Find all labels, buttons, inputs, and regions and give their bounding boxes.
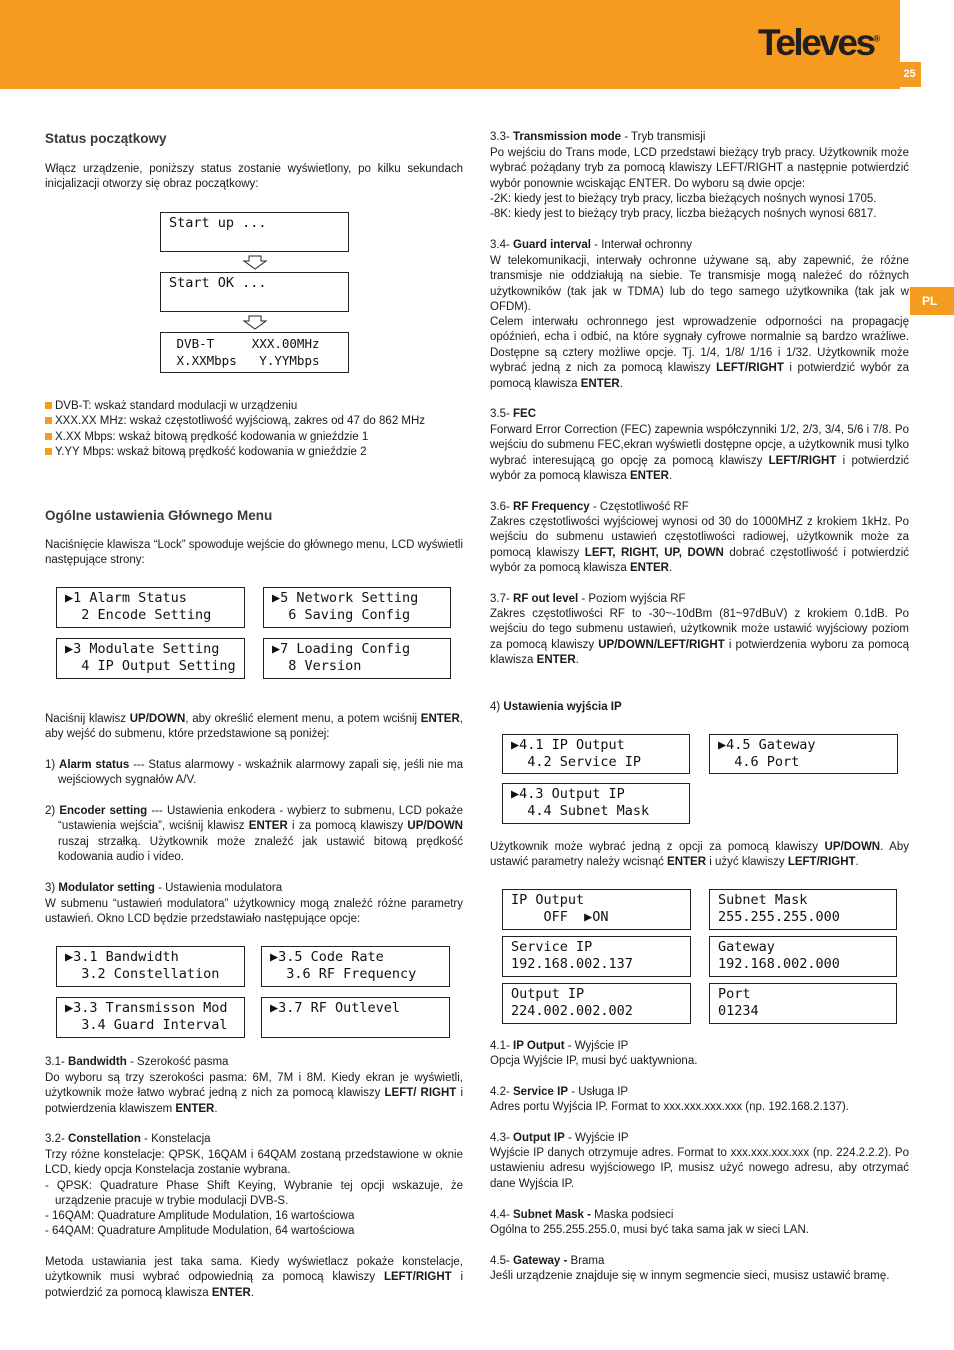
page-number: 25 bbox=[898, 62, 921, 87]
rf-outlevel-heading: 3.7- RF out level - Poziom wyjścia RF bbox=[490, 593, 686, 605]
rf-outlevel-text: Zakres częstotliwości RF to -30~-10dBm (81~97dBuV) z krokiem 0.1dB. Po wejściu do tego submenu ustawień, użytkownik może ustawić wyjściowy poziom za pomocą klawiszy UP/DOWN/LEFT/RIGHT i potwierdzenia wyboru za pomocą klawisza ENTER. bbox=[490, 608, 909, 667]
transmission-2k: -2K: kiedy jest to bieżący tryb pracy, liczba bieżących nośnych wynosi 1705. bbox=[490, 193, 877, 205]
televes-logo: Televes® bbox=[758, 22, 881, 63]
lcd-ip-3: ▶4.3 Output IP 4.4 Subnet Mask bbox=[502, 783, 690, 824]
lcd-start-ok: Start OK ... bbox=[160, 272, 349, 312]
lcd-ip-output: IP Output OFF ▶ON bbox=[502, 889, 691, 930]
lcd-menu-3: ▶3 Modulate Setting 4 IP Output Setting bbox=[56, 638, 245, 679]
lcd-start-up: Start up ... bbox=[160, 212, 349, 252]
lcd-port: Port 01234 bbox=[709, 983, 897, 1024]
fec-text: Forward Error Correction (FEC) zapewnia współczynniki 1/2, 2/3, 3/4, 5/6 i 7/8. Po wejściu do submenu FEC,ekran wyświetli dostępne opcje, a użytkownik musi tylko wybrać interesującą go opcję za pomocą klawiszy LEFT/RIGHT i potwierdzić wybór za pomocą klawisza ENTER. bbox=[490, 424, 910, 483]
subnet-mask-text: Ogólna to 255.255.255.0, musi być taka sama jak w sieci LAN. bbox=[490, 1224, 809, 1236]
guard-heading: 3.4- Guard interval - Interwał ochronny bbox=[490, 239, 692, 251]
constellation-heading: 3.2- Constellation - Konstelacja bbox=[45, 1133, 211, 1145]
lcd-ip-1: ▶4.1 IP Output 4.2 Service IP bbox=[502, 734, 690, 774]
down-arrow-icon bbox=[242, 255, 268, 270]
service-ip-text: Adres portu Wyjścia IP. Format to xxx.xxx.xxx.xxx (np. 192.168.2.137). bbox=[490, 1101, 849, 1113]
output-ip-heading: 4.3- Output IP - Wyjście IP bbox=[490, 1132, 629, 1144]
status-legend bbox=[45, 399, 465, 461]
transmission-8k: -8K: kiedy jest to bieżący tryb pracy, liczba bieżących nośnych wynosi 6817. bbox=[490, 208, 877, 220]
constellation-16qam: - 16QAM: Quadrature Amplitude Modulation, 16 wartościowa bbox=[45, 1210, 355, 1222]
constellation-64qam: - 64QAM: Quadrature Amplitude Modulation, 64 wartościowa bbox=[45, 1225, 355, 1237]
item-alarm-status: 1) Alarm status --- Status alarmowy - wskaźnik alarmowy zapali się, jeśli nie ma wejściowych sygnałów A/V. bbox=[45, 759, 463, 787]
lcd-output-ip: Output IP 224.002.002.002 bbox=[502, 983, 691, 1024]
item-modulator-setting: 3) Modulator setting - Ustawienia modulatora bbox=[45, 882, 283, 894]
section-title-status: Status początkowy bbox=[45, 131, 167, 146]
transmission-text: Po wejściu do Trans mode, LCD przedstawi bieżący tryb pracy. Użytkownik może wybrać pożądany tryb za pomocą klawiszy LEFT/RIGHT a następnie potwierdzić wybór ponownie wciskając ENTER. Do wyboru są dwie opcje: bbox=[490, 147, 909, 190]
ip-output-text: Opcja Wyjście IP, musi być uaktywniona. bbox=[490, 1055, 698, 1067]
item-encoder-setting: 2) Encoder setting --- Ustawienia enkodera - wybierz to submenu, LCD pokaże “ustawienia wejścia”, wciśnij klawisz ENTER i za pomocą klawiszy UP/DOWN ruszaj strzałką. Użytkownik może znaleźć jak ustawić bitową prędkość kodowania audio i video. bbox=[45, 805, 464, 864]
guard-text-1: W telekomunikacji, interwały ochronne używane są, aby zapewnić, że różne transmisje nie oddziałują na siebie. Te transmisje mogą należeć do różnych użytkowników (tak jak w TDMA) lub do tego samego użytkownika (tak jak w OFDM). bbox=[490, 255, 909, 314]
ip-select-text: Użytkownik może wybrać jedną z opcji za pomocą klawiszy UP/DOWN. Aby ustawić parametry należy wcisnąć ENTER i użyć klawiszy LEFT/RIGHT. bbox=[490, 841, 909, 869]
gateway-text: Jeśli urządzenie znajduje się w innym segmencie sieci, musisz ustawić bramę. bbox=[490, 1270, 890, 1282]
lcd-menu-1: ▶1 Alarm Status 2 Encode Setting bbox=[56, 587, 245, 628]
output-ip-text: Wyjście IP danych otrzymuje adres. Format to xxx.xxx.xxx.xxx (np. 224.2.2.2). Po ustawieniu adresu wyjściowego IP, musisz użyć nowego adresu, aby otrzymać dane Wyjścia IP. bbox=[490, 1147, 909, 1190]
lcd-gateway: Gateway 192.168.002.000 bbox=[709, 936, 897, 977]
legend-item: DVB-T: wskaż standard modulacji w urządzeniu bbox=[45, 399, 465, 414]
constellation-qpsk: - QPSK: Quadrature Phase Shift Keying, Wybranie tej opcji wskazuje, że urządzenie pracuje w trybie modulacji DVB-S. bbox=[45, 1180, 463, 1208]
status-intro: Włącz urządzenie, poniższy status zostanie wyświetlony, po kilku sekundach inicjalizacji otworzy się obraz początkowy: bbox=[45, 163, 463, 191]
rf-frequency-heading: 3.6- RF Frequency - Częstotliwość RF bbox=[490, 501, 689, 513]
ip-output-section-heading: 4) Ustawienia wyjścia IP bbox=[490, 701, 622, 713]
lcd-modulator-2: ▶3.5 Code Rate 3.6 RF Frequency bbox=[261, 946, 450, 987]
lcd-ip-2: ▶4.5 Gateway 4.6 Port bbox=[709, 734, 898, 774]
section-title-menu: Ogólne ustawienia Głównego Menu bbox=[45, 508, 273, 523]
legend-item: X.XX Mbps: wskaż bitową prędkość kodowania w gnieździe 1 bbox=[45, 430, 465, 445]
legend-item: XXX.XX MHz: wskaż częstotliwość wyjściową, zakres od 47 do 862 MHz bbox=[45, 414, 465, 429]
subnet-mask-heading: 4.4- Subnet Mask - Maska podsieci bbox=[490, 1209, 674, 1221]
constellation-text: Trzy różne konstelacje: QPSK, 16QAM i 64QAM zostaną przedstawione w oknie LCD, kiedy opcja Konstelacja zostanie wybrana. bbox=[45, 1149, 463, 1177]
lcd-service-ip: Service IP 192.168.002.137 bbox=[502, 936, 691, 977]
legend-item: Y.YY Mbps: wskaż bitową prędkość kodowania w gnieździe 2 bbox=[45, 445, 465, 460]
rf-frequency-text: Zakres częstotliwości wyjściowej wynosi od 30 do 1000MHZ z krokiem 1kHz. Po wejściu do submenu ustawień częstotliwości radiowej, użytkownik może za pomocą klawiszy LEFT, RIGHT, UP, DOWN dobrać częstotliwość i potwierdzić wybór za pomocą klawisza ENTER. bbox=[490, 516, 909, 575]
language-tab: PL bbox=[910, 287, 954, 315]
gateway-heading: 4.5- Gateway - Brama bbox=[490, 1255, 605, 1267]
constellation-method: Metoda ustawiania jest taka sama. Kiedy wyświetlacz pokaże konstelacje, użytkownik musi wybrać odpowiednią za pomocą klawiszy LEFT/RIGHT i potwierdzić za pomocą klawisza ENTER. bbox=[45, 1256, 464, 1299]
lcd-dvbt-status: DVB-T XXX.00MHz X.XXMbps Y.YYMbps bbox=[160, 332, 349, 373]
paragraph-navigation: Naciśnij klawisz UP/DOWN, aby określić element menu, a potem wciśnij ENTER, aby wejść do submenu, które przedstawione są poniżej: bbox=[45, 713, 463, 741]
lcd-modulator-4: ▶3.7 RF Outlevel bbox=[261, 997, 450, 1038]
down-arrow-icon bbox=[242, 315, 268, 330]
transmission-heading: 3.3- Transmission mode - Tryb transmisji bbox=[490, 131, 706, 143]
lcd-modulator-3: ▶3.3 Transmisson Mod 3.4 Guard Interval bbox=[56, 997, 245, 1038]
service-ip-heading: 4.2- Service IP - Usługa IP bbox=[490, 1086, 629, 1098]
menu-intro: Naciśnięcie klawisza “Lock” spowoduje wejście do głównego menu, LCD wyświetli następujące strony: bbox=[45, 539, 464, 567]
lcd-menu-4: ▶7 Loading Config 8 Version bbox=[263, 638, 451, 679]
lcd-menu-2: ▶5 Network Setting 6 Saving Config bbox=[263, 587, 451, 628]
guard-text-2: Celem interwału ochronnego jest wprowadzenie odporności na propagację opóźnień, echa i odbić, na które sygnały cyfrowe normalnie są bardzo wrażliwe. Dostępne są cztery możliwe opcje. Tj. 1/4, 1/8/ 1/16 i 1/32. Użytkownik może wybrać jedną z nich za pomocą klawiszy LEFT/RIGHT i potwierdzić wybór za pomocą klawisza ENTER. bbox=[490, 316, 909, 390]
modulator-intro: W submenu “ustawień modulatora” użytkownicy mogą znaleźć różne parametry ustawień. Okno LCD będzie przedstawiało następujące opcje: bbox=[45, 898, 463, 926]
lcd-modulator-1: ▶3.1 Bandwidth 3.2 Constellation bbox=[56, 946, 245, 987]
fec-heading: 3.5- FEC bbox=[490, 408, 537, 420]
ip-output-heading: 4.1- IP Output - Wyjście IP bbox=[490, 1040, 629, 1052]
bandwidth-heading: 3.1- Bandwidth - Szerokość pasma bbox=[45, 1056, 229, 1068]
bandwidth-text: Do wyboru są trzy szerokości pasma: 6M, 7M i 8M. Kiedy ekran je wyświetli, użytkownik może łatwo wybrać jedną z nich za pomocą klawiszy LEFT/ RIGHT i potwierdzenia klawiszem ENTER. bbox=[45, 1072, 463, 1115]
lcd-subnet-mask: Subnet Mask 255.255.255.000 bbox=[709, 889, 897, 930]
